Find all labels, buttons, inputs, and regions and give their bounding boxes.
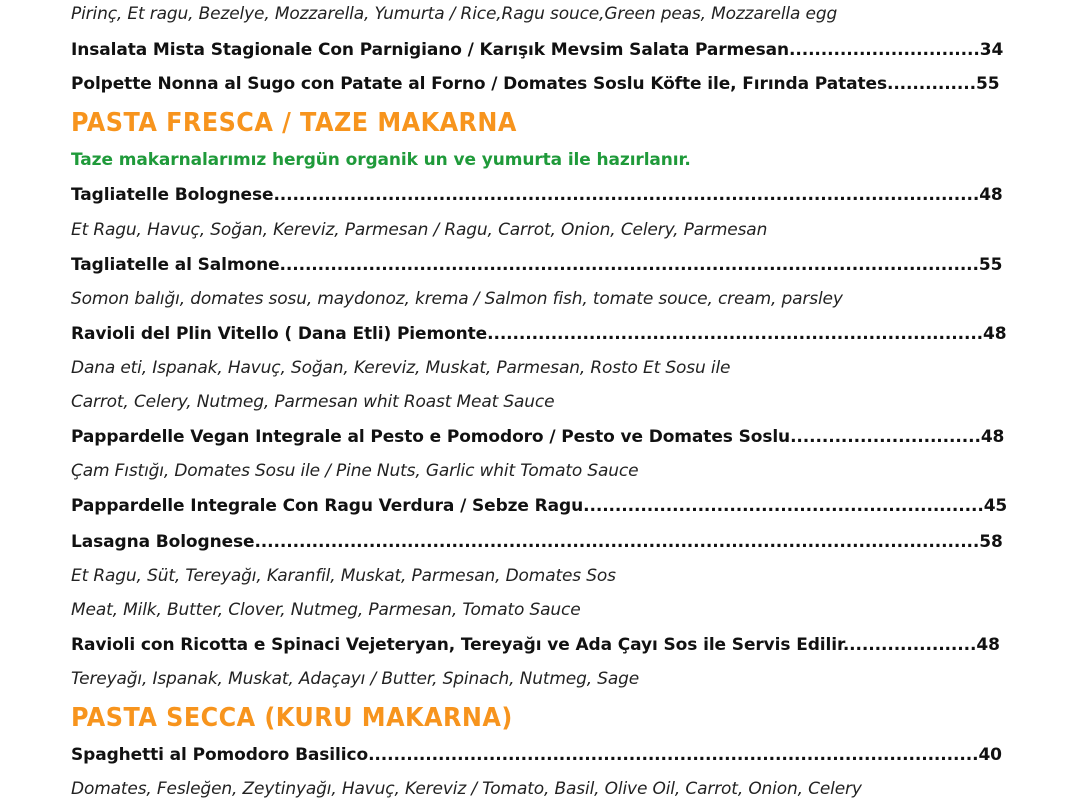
menu-item <box>71 427 1004 447</box>
item-price: 48 <box>980 427 1005 447</box>
item-price: 55 <box>975 74 1000 94</box>
item-price: 48 <box>976 635 1000 655</box>
item-price: 55 <box>978 255 1003 275</box>
item-name: Spaghetti al Pomodoro Basilico <box>71 745 369 765</box>
section-title-pasta-fresca: PASTA FRESCA / TAZE MAKARNA <box>71 108 517 138</box>
item-description: Et Ragu, Havuç, Soğan, Kereviz, Parmesan / Ragu, Carrot, Onion, Celery, Parmesan <box>71 220 768 240</box>
item-description <box>71 4 837 24</box>
item-price: 48 <box>983 324 1007 344</box>
item-price: 34 <box>979 40 1004 60</box>
menu-item <box>71 496 1007 516</box>
item-description: Domates, Fesleğen, Zeytinyağı, Havuç, Kereviz / Tomato, Basil, Olive Oil, Carrot, Onion, Celery <box>71 779 862 799</box>
item-name: Pappardelle Integrale Con Ragu Verdura / Sebze Ragu <box>71 496 584 516</box>
item-description: Tereyağı, Ispanak, Muskat, Adaçayı / Butter, Spinach, Nutmeg, Sage <box>71 669 640 689</box>
menu-item <box>71 324 1007 344</box>
item-name: Pappardelle Vegan Integrale al Pesto e Pomodoro / Pesto ve Domates Soslu <box>71 427 791 447</box>
item-price: 58 <box>979 532 1003 552</box>
item-price: 45 <box>983 496 1008 516</box>
item-description: Carrot, Celery, Nutmeg, Parmesan whit Roast Meat Sauce <box>71 392 555 412</box>
menu-item <box>71 40 1003 60</box>
item-name: Ravioli con Ricotta e Spinaci Vejeteryan, Tereyağı ve Ada Çayı Sos ile Servis Edilir <box>71 635 843 655</box>
item-name: Polpette Nonna al Sugo con Patate al Forno / Domates Soslu Köfte ile, Fırında Patates <box>71 74 887 94</box>
leader-dots: ..................... <box>842 635 977 655</box>
leader-dots: .............................. <box>790 427 981 447</box>
item-name: Lasagna Bolognese <box>71 532 255 552</box>
menu-item <box>71 255 1002 275</box>
description-text: Pirinç, Et ragu, Bezelye, Mozzarella, Yumurta / Rice,Ragu souce,Green peas, Mozzarella egg <box>71 4 838 24</box>
item-description: Çam Fıstığı, Domates Sosu ile / Pine Nuts, Garlic whit Tomato Sauce <box>71 461 639 481</box>
item-name: Insalata Mista Stagionale Con Parnigiano / Karışık Mevsim Salata Parmesan <box>71 40 789 60</box>
leader-dots: ................................................................................................ <box>368 745 979 765</box>
leader-dots: .............................................................................. <box>487 324 984 344</box>
menu-item <box>71 185 1003 205</box>
menu-item <box>71 532 1003 552</box>
section-note: Taze makarnalarımız hergün organik un ve yumurta ile hazırlanır. <box>71 150 691 170</box>
item-name: Tagliatelle Bolognese <box>71 185 274 205</box>
item-name: Tagliatelle al Salmone <box>71 255 280 275</box>
section-title-pasta-secca: PASTA SECCA (KURU MAKARNA) <box>71 703 513 733</box>
menu-item <box>71 745 1002 765</box>
leader-dots: .................................................................................................................. <box>254 532 980 552</box>
leader-dots: ............................................................................................................... <box>273 185 980 205</box>
menu-item <box>71 74 999 94</box>
leader-dots: ............................................................... <box>583 496 984 516</box>
item-price: 40 <box>978 745 1002 765</box>
leader-dots: .............. <box>886 74 976 94</box>
item-price: 48 <box>979 185 1003 205</box>
leader-dots: .............................................................................................................. <box>279 255 979 275</box>
item-description: Et Ragu, Süt, Tereyağı, Karanfil, Muskat, Parmesan, Domates Sos <box>71 566 616 586</box>
leader-dots: .............................. <box>789 40 980 60</box>
item-name: Ravioli del Plin Vitello ( Dana Etli) Piemonte <box>71 324 488 344</box>
item-description: Dana eti, Ispanak, Havuç, Soğan, Kereviz, Muskat, Parmesan, Rosto Et Sosu ile <box>71 358 731 378</box>
menu-item <box>71 635 1000 655</box>
item-description: Meat, Milk, Butter, Clover, Nutmeg, Parmesan, Tomato Sauce <box>71 600 581 620</box>
item-description: Somon balığı, domates sosu, maydonoz, krema / Salmon fish, tomate souce, cream, parsley <box>71 289 843 309</box>
